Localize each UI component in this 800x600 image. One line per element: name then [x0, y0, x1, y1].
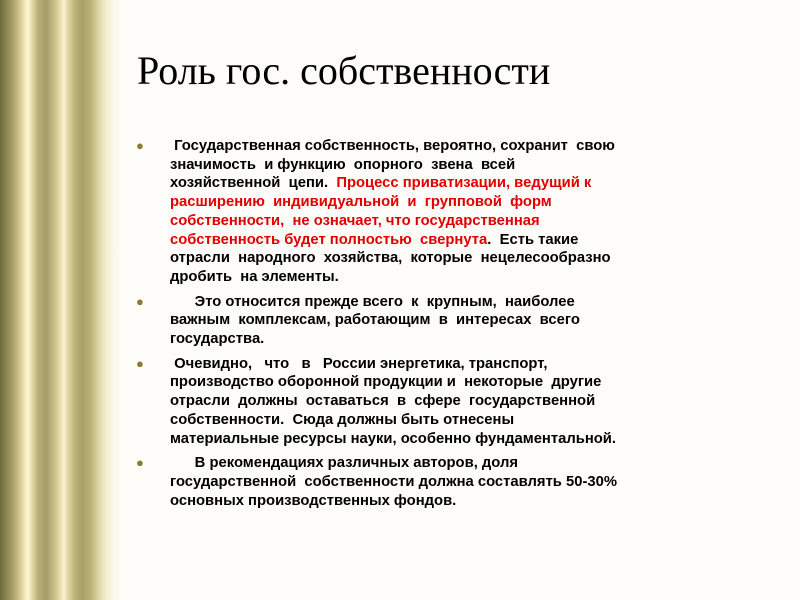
text-line: В рекомендациях различных авторов, доля: [170, 455, 519, 472]
text-line: отрасли должны оставаться в сфере государственной: [170, 393, 596, 410]
text-line: производство оборонной продукции и некоторые другие: [170, 374, 602, 391]
slide-body: [136, 137, 786, 516]
decorative-side-stripes: [0, 0, 122, 600]
bullet-item-1: [136, 137, 786, 287]
bullet-icon: ●: [136, 455, 144, 471]
text-line: собственности. Сюда должны быть отнесены: [170, 411, 515, 428]
text-line: дробить на элементы.: [170, 268, 339, 285]
text-line: значимость и функцию опорного звена всей: [170, 156, 516, 173]
text-span: . Есть такие: [487, 231, 579, 248]
bullet-icon: ●: [136, 293, 144, 309]
highlighted-text-line: собственности, не означает, что государственная: [170, 212, 540, 229]
text-line: основных производственных фондов.: [170, 492, 457, 509]
text-line: Очевидно, что в России энергетика, транспорт,: [170, 355, 548, 372]
bullet-item-4: [136, 454, 786, 510]
text-line: отрасли народного хозяйства, которые нецелесообразно: [170, 250, 611, 267]
bullet-icon: ●: [136, 355, 144, 371]
text-span: хозяйственной цепи.: [170, 175, 337, 192]
highlighted-text: собственность будет полностью свернута: [170, 231, 488, 248]
text-line: [170, 231, 786, 250]
text-line: [170, 174, 786, 193]
bullet-item-3: [136, 355, 786, 449]
bullet-item-2: [136, 293, 786, 349]
highlighted-text-line: расширению индивидуальной и групповой форм: [170, 194, 552, 211]
bullet-icon: ●: [136, 138, 144, 153]
text-line: важным комплексам, работающим в интересах всего: [170, 312, 580, 329]
text-line: материальные ресурсы науки, особенно фундаментальной.: [170, 430, 617, 447]
text-line: Это относится прежде всего к крупным, наиболее: [170, 293, 575, 310]
text-line: Государственная собственность, вероятно, сохранит свою: [170, 138, 615, 154]
highlighted-text: Процесс приватизации, ведущий к: [336, 175, 592, 192]
slide-title: Роль гос. собственности: [137, 48, 551, 93]
text-line: государственной собственности должна составлять 50-30%: [170, 473, 618, 490]
text-line: государства.: [170, 331, 265, 348]
